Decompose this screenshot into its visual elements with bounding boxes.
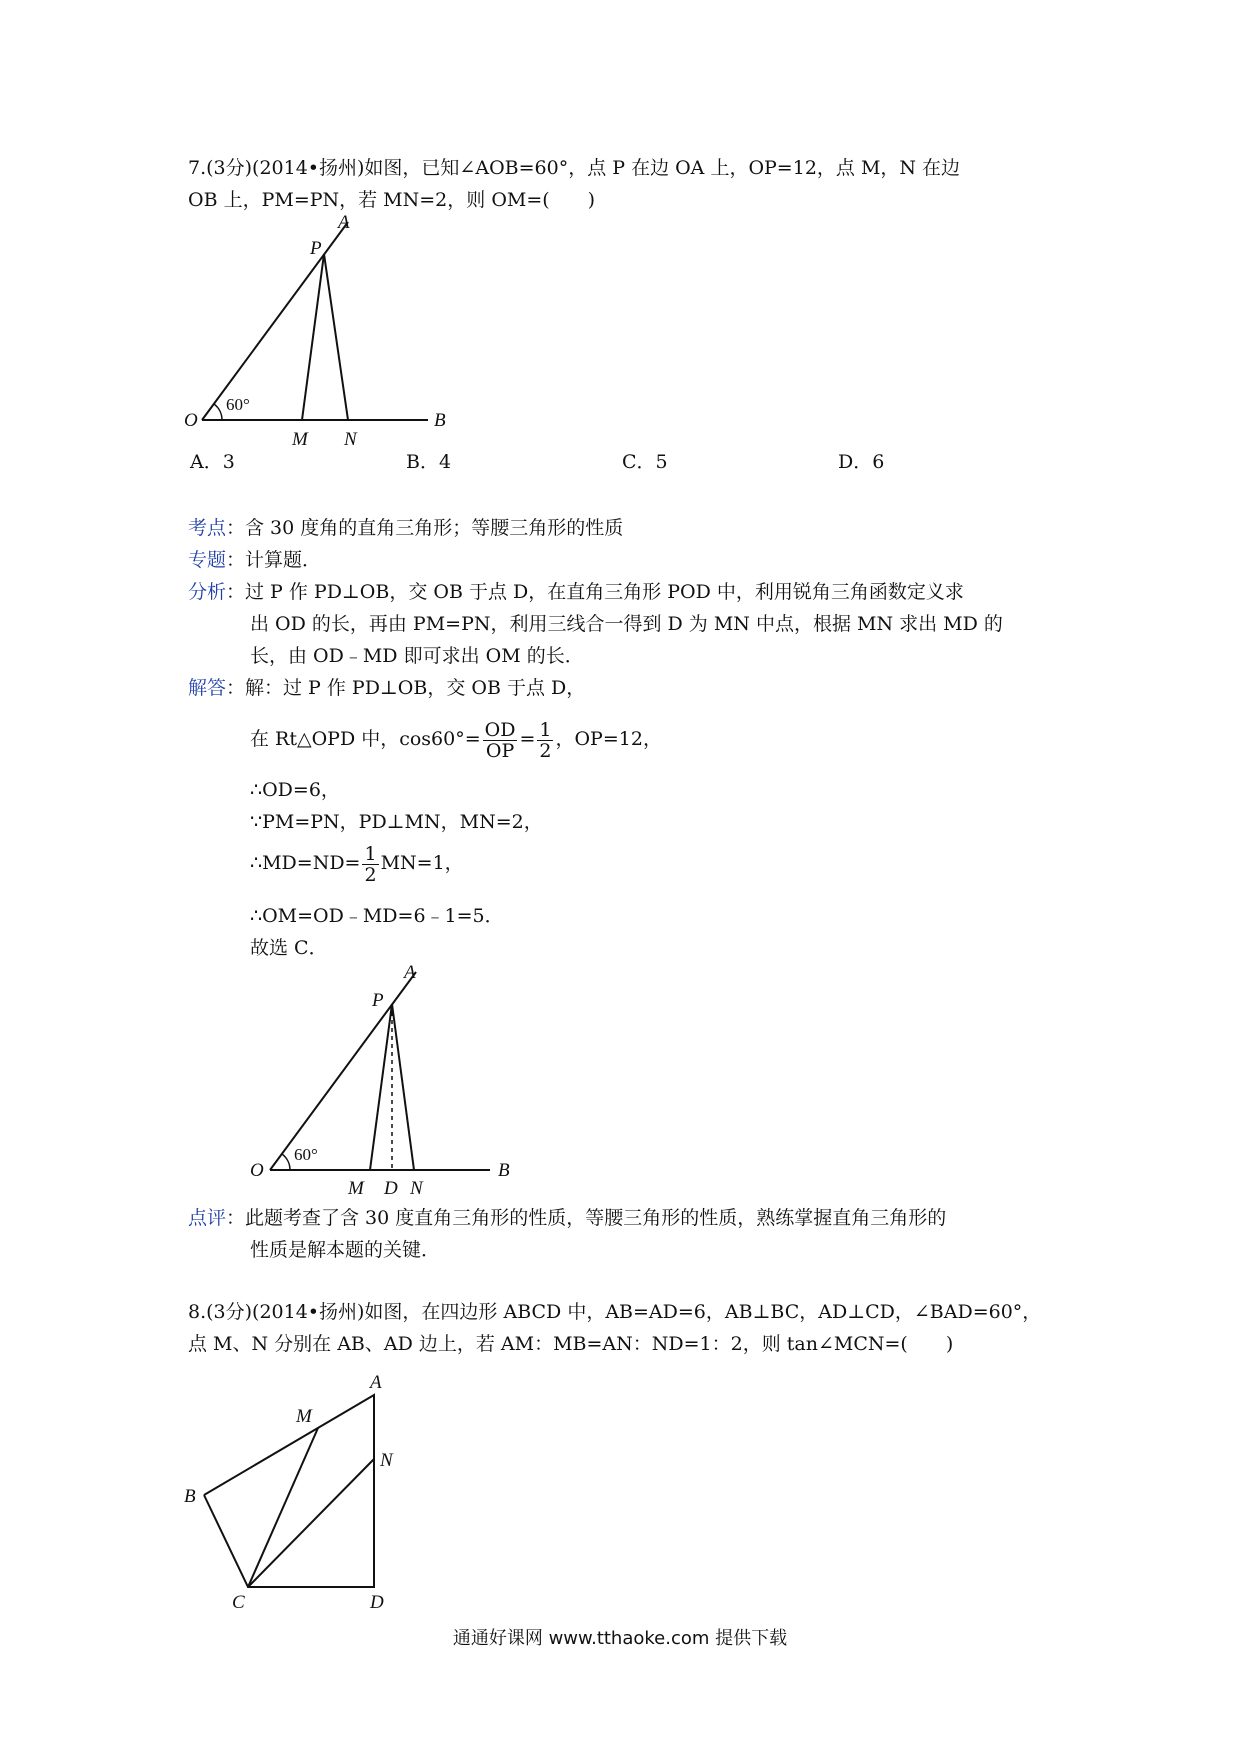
zhuanti-text: ：计算题． [226,549,322,571]
angle-arc-2 [282,1154,290,1170]
q8-label-m: M [296,1406,312,1427]
dianping-line1 [188,1206,946,1230]
zhuanti-label: 专题 [188,549,227,571]
q8-line2: 点 M、N 分别在 AB、AD 边上，若 AM：MB=AN：ND=1：2，则 tan∠MCN=( ) [188,1333,954,1355]
frac-md-den: 2 [364,863,377,886]
jieda-label: 解答 [188,677,227,699]
label-p: P [310,238,322,259]
sol-md-line [250,840,464,886]
label-a: A [338,212,350,233]
segment-pn [324,254,348,420]
label-b-2: B [498,1160,510,1181]
kaodian-text: ：含 30 度角的直角三角形；等腰三角形的性质 [226,517,624,539]
option-d: D．6 [838,451,885,473]
ray-oa-2 [270,972,416,1170]
angle-arc [214,404,222,420]
zhuanti-line [188,548,321,572]
sol-eq: = [519,728,536,750]
q8-label-b: B [184,1486,196,1507]
fenxi-label: 分析 [188,581,227,603]
q8-label-n: N [380,1450,393,1471]
frac-num-od: OD [484,718,516,741]
label-o-2: O [250,1160,264,1181]
sol-cos-post: ，OP=12， [555,728,662,750]
dianping-label: 点评 [188,1207,227,1229]
label-n: N [344,429,357,450]
option-a: A．3 [190,451,235,473]
label-angle: 60° [226,395,250,414]
segment-pn-2 [392,1004,414,1170]
jieda-text1: ：解：过 P 作 PD⊥OB，交 OB 于点 D， [226,677,586,699]
fenxi-text1: ：过 P 作 PD⊥OB，交 OB 于点 D，在直角三角形 POD 中，利用锐角三角函数定义求 [226,581,964,603]
sol-om: ∴OM=OD﹣MD=6﹣1=5． [250,905,504,927]
label-d-2: D [384,1178,398,1199]
sol-md-pre: ∴MD=ND= [250,852,361,874]
dianping-line2: 性质是解本题的关键． [250,1239,441,1261]
kaodian-line [188,516,623,540]
q8-line1: 8.(3分)(2014•扬州)如图，在四边形 ABCD 中，AB=AD=6，AB⊥BC，AD⊥CD，∠BAD=60°， [188,1301,1042,1323]
fenxi-line2: 出 OD 的长，再由 PM=PN，利用三线合一得到 D 为 MN 中点，根据 MN 求出 MD 的 [250,613,1003,635]
sol-od: ∴OD=6， [250,779,340,801]
sol-pm: ∵PM=PN，PD⊥MN，MN=2， [250,811,543,833]
sol-cos-line [250,716,662,762]
frac-num-1: 1 [539,718,552,741]
segment-cm [248,1428,318,1587]
page-footer: 通通好课网 www.tthaoke.com 提供下载 [452,1628,788,1649]
q8-label-a: A [370,1372,382,1393]
option-b: B．4 [406,451,452,473]
label-a-2: A [404,962,416,983]
segment-cn [248,1459,374,1587]
label-p-2: P [372,990,384,1011]
q7-figure [180,210,480,450]
label-n-2: N [410,1178,423,1199]
option-c: C．5 [622,451,668,473]
q8-figure [180,1370,440,1610]
label-m-2: M [348,1178,364,1199]
sol-choose: 故选 C． [250,937,328,959]
ray-oa [202,222,348,420]
label-m: M [292,429,308,450]
fenxi-line3: 长，由 OD﹣MD 即可求出 OM 的长． [250,645,584,667]
fraction-half [537,720,553,761]
fraction-md [362,844,378,885]
q8-label-c: C [232,1592,245,1610]
fenxi-line1 [188,580,964,604]
label-angle-2: 60° [294,1145,318,1164]
q7-line2: OB 上，PM=PN，若 MN=2，则 OM=( ) [188,189,596,211]
kaodian-label: 考点 [188,517,227,539]
quadrilateral-abcd [204,1395,374,1587]
fraction-od-op [483,720,518,761]
dianping-text1: ：此题考查了含 30 度直角三角形的性质，等腰三角形的性质，熟练掌握直角三角形的 [226,1207,947,1229]
sol-md-post: MN=1， [380,852,464,874]
jieda-line1 [188,676,585,700]
frac-den-2: 2 [539,739,552,762]
label-o: O [184,410,198,431]
q8-label-d: D [370,1592,384,1610]
frac-md-num: 1 [364,842,377,865]
q7-line1: 7.(3分)(2014•扬州)如图，已知∠AOB=60°，点 P 在边 OA 上，OP=12，点 M，N 在边 [188,157,961,179]
label-b: B [434,410,446,431]
q7-solution-figure [240,960,540,1200]
frac-den-op: OP [485,739,515,762]
sol-cos-pre: 在 Rt△OPD 中，cos60°= [250,728,481,750]
